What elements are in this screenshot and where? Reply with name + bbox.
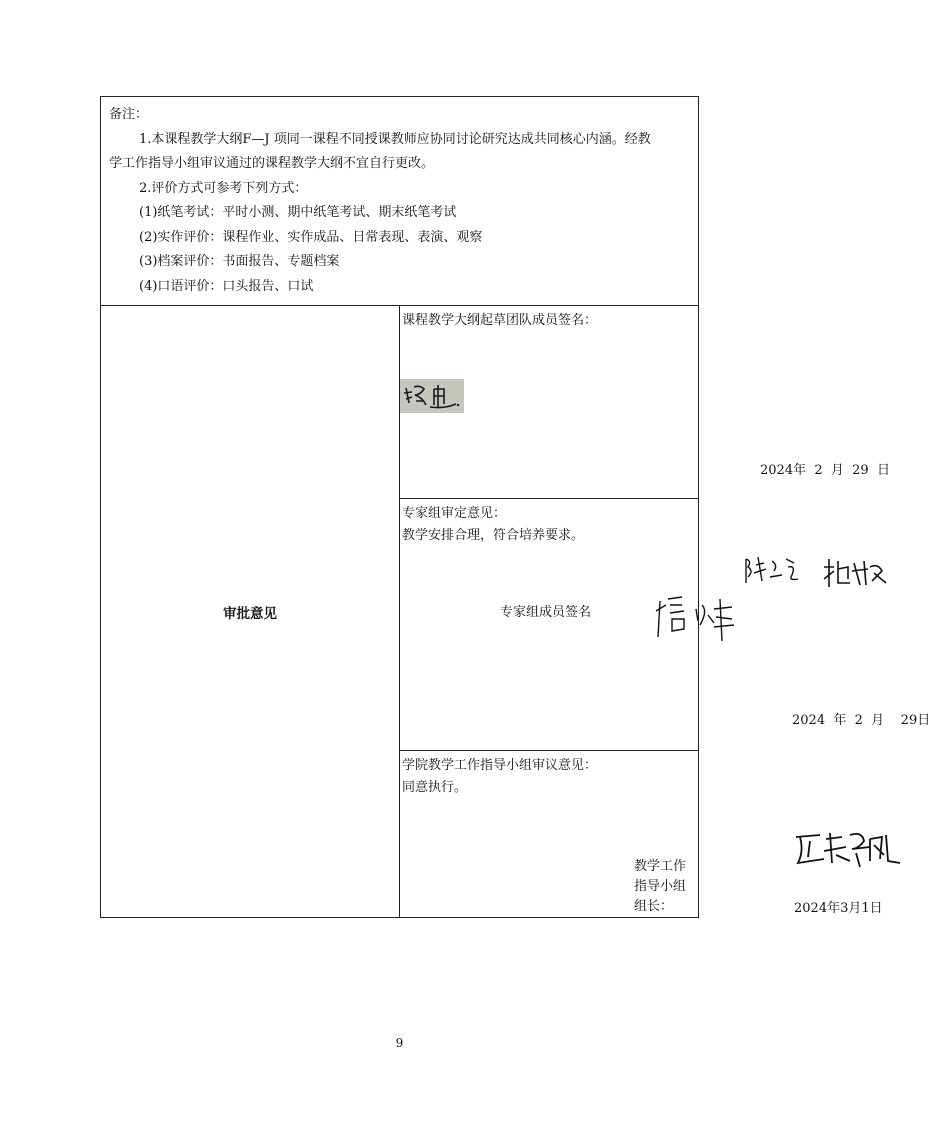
expert-signature-2 bbox=[820, 555, 892, 591]
drafting-team-heading: 课程教学大纲起草团队成员签名： bbox=[402, 313, 598, 328]
drafting-date: 2024年 2 月 29 日 bbox=[760, 463, 890, 478]
expert-date: 2024 年 2 月 29日 bbox=[792, 713, 930, 728]
college-date: 2024年3月1日 bbox=[794, 901, 883, 916]
leader-signature bbox=[790, 825, 910, 873]
drafting-signature bbox=[400, 379, 464, 413]
notes-title: 备注： bbox=[109, 107, 149, 122]
notes-item-1-continued: 学工作指导小组审议通过的课程教学大纲不宜自行更改。 bbox=[109, 156, 435, 171]
college-group-section bbox=[400, 751, 883, 918]
method-written-exam: (1)纸笔考试：平时小测、期中纸笔考试、期末纸笔考试 bbox=[139, 205, 457, 220]
method-oral: (4)口语评价：口头报告、口试 bbox=[139, 278, 314, 294]
expert-group-opinion: 教学安排合理，符合培养要求。 bbox=[402, 528, 585, 543]
expert-group-heading: 专家组审定意见： bbox=[402, 506, 507, 521]
drafting-team-section bbox=[400, 306, 890, 499]
method-portfolio: (3)档案评价：书面报告、专题档案 bbox=[139, 254, 340, 269]
approval-label: 审批意见 bbox=[101, 306, 400, 918]
method-practical: (2)实作评价：课程作业、实作成品、日常表现、表演、观察 bbox=[139, 229, 483, 245]
college-group-opinion: 同意执行。 bbox=[402, 780, 468, 795]
expert-signature-1 bbox=[742, 551, 812, 591]
expert-group-section bbox=[400, 499, 930, 751]
expert-signature-label: 专家组成员签名 bbox=[500, 605, 592, 620]
approval-form-table bbox=[100, 96, 930, 918]
leader-signature-label: 教学工作指导小组组长： bbox=[634, 859, 687, 914]
college-group-heading: 学院教学工作指导小组审议意见： bbox=[402, 758, 598, 773]
page-number: 9 bbox=[395, 1036, 404, 1050]
expert-signature-3 bbox=[652, 591, 742, 645]
notes-item-2: 2.评价方式可参考下列方式： bbox=[139, 180, 308, 196]
notes-section bbox=[101, 97, 699, 306]
notes-item-1: 1.本课程教学大纲F—J 项同一课程不同授课教师应协同讨论研究达成共同核心内涵。经教 bbox=[139, 131, 651, 147]
